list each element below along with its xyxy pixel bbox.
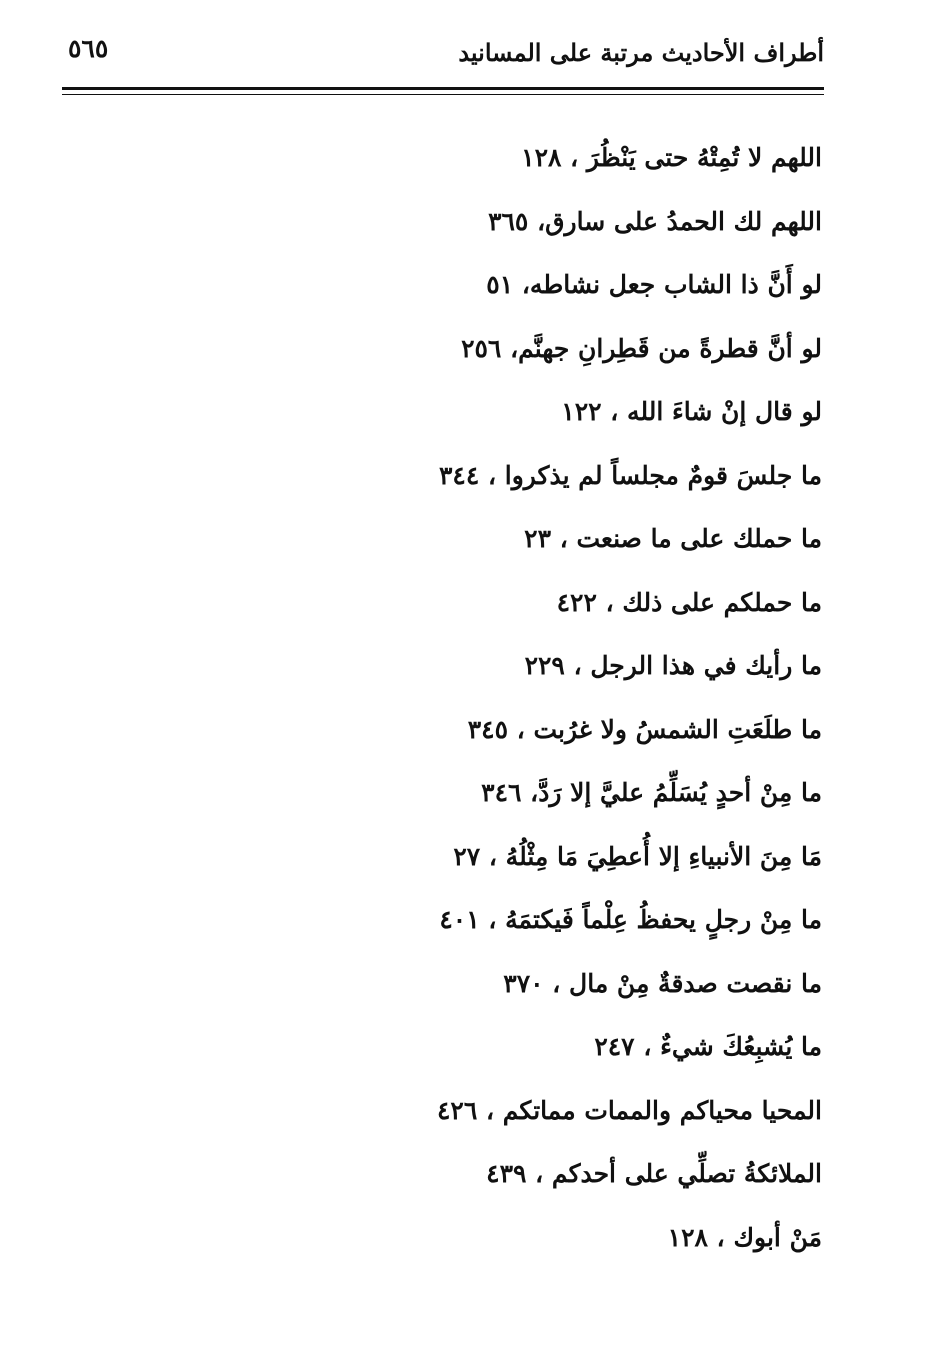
page-header: [62, 30, 824, 78]
index-entry: ما مِنْ أحدٍ يُسَلِّمُ عليَّ إلا رَدَّ، ٣٤٦: [481, 778, 822, 808]
index-entry: مَا مِنَ الأنبياءِ إلا أُعطِيَ مَا مِثْلُهُ ، ٢٧: [453, 841, 822, 871]
index-entry: المحيا محياكم والممات مماتكم ، ٤٢٦: [437, 1095, 822, 1125]
index-entry: ما مِنْ رجلٍ يحفظُ عِلْماً فَيكتمَهُ ، ٤٠١: [439, 905, 822, 935]
index-entry: ما حملكم على ذلك ، ٤٢٢: [556, 587, 822, 617]
index-entry: ما نقصت صدقةٌ مِنْ مال ، ٣٧٠: [503, 968, 822, 998]
index-entry: ما طلَعَتِ الشمسُ ولا غرُبت ، ٣٤٥: [467, 714, 822, 744]
page-title: أطراف الأحاديث مرتبة على المسانيد: [458, 38, 824, 67]
index-entry: ما حملك على ما صنعت ، ٢٣: [524, 524, 822, 554]
index-entry: ما رأيك في هذا الرجل ، ٢٢٩: [524, 651, 822, 681]
header-rule-thick: [62, 87, 824, 90]
index-entry: لو قال إنْ شاءَ الله ، ١٢٢: [561, 397, 822, 427]
index-entry: لو أنَّ قطرةً من قَطِرانِ جهنَّم، ٢٥٦: [461, 333, 822, 363]
index-entry: ما يُشبِعُكَ شيءٌ ، ٢٤٧: [594, 1032, 822, 1062]
index-entry: اللهم لا تُمِتْهُ حتى يَنْظُرَ ، ١٢٨: [521, 143, 822, 173]
index-entry: الملائكةُ تصلِّي على أحدكم ، ٤٣٩: [486, 1159, 822, 1189]
index-entry: مَنْ أبوك ، ١٢٨: [667, 1222, 822, 1252]
hadith-index-list: [342, 126, 822, 1269]
header-rule-thin: [62, 94, 824, 95]
page-number: ٥٦٥: [68, 34, 109, 63]
index-entry: لو أَنَّ ذا الشاب جعل نشاطه، ٥١: [486, 270, 822, 300]
index-entry: ما جلسَ قومٌ مجلساً لم يذكروا ، ٣٤٤: [438, 460, 822, 490]
index-entry: اللهم لك الحمدُ على سارق، ٣٦٥: [488, 206, 822, 236]
